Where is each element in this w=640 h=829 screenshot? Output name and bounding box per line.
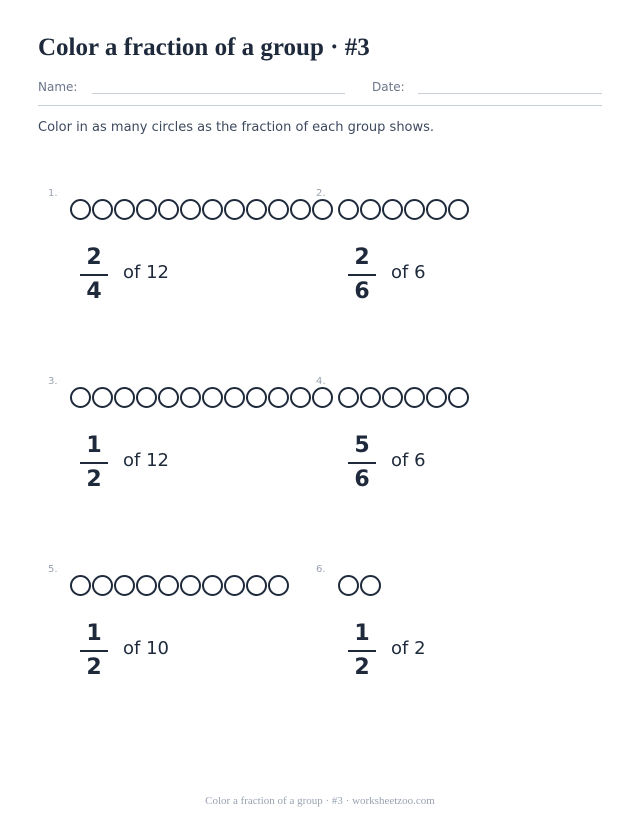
circle-group xyxy=(338,575,381,596)
circle[interactable] xyxy=(70,387,91,408)
fraction xyxy=(80,432,108,494)
circle-group xyxy=(70,575,289,596)
date-field[interactable] xyxy=(418,93,602,94)
circle[interactable] xyxy=(426,199,447,220)
circle[interactable] xyxy=(92,387,113,408)
problem-number: 2. xyxy=(316,188,326,199)
circle[interactable] xyxy=(360,575,381,596)
circle[interactable] xyxy=(114,575,135,596)
circle[interactable] xyxy=(338,575,359,596)
fraction xyxy=(80,620,108,682)
circle[interactable] xyxy=(268,387,289,408)
fraction xyxy=(348,244,376,306)
problem-number: 1. xyxy=(48,188,58,199)
circle[interactable] xyxy=(360,387,381,408)
circle[interactable] xyxy=(202,199,223,220)
problem-number: 6. xyxy=(316,564,326,575)
circle[interactable] xyxy=(224,199,245,220)
circle-group xyxy=(338,387,469,408)
of-group-text: of 10 xyxy=(123,638,169,659)
circle-group xyxy=(70,387,333,408)
circle[interactable] xyxy=(290,387,311,408)
header-divider xyxy=(38,105,602,106)
problem-2 xyxy=(316,188,586,338)
problem-1 xyxy=(48,188,318,338)
fraction-bar xyxy=(348,650,376,652)
circle[interactable] xyxy=(136,387,157,408)
circle[interactable] xyxy=(268,199,289,220)
circle[interactable] xyxy=(158,575,179,596)
circle[interactable] xyxy=(338,387,359,408)
circle[interactable] xyxy=(70,199,91,220)
circle[interactable] xyxy=(158,199,179,220)
fraction-denominator: 6 xyxy=(354,279,370,304)
circle[interactable] xyxy=(360,199,381,220)
fraction-denominator: 2 xyxy=(86,467,102,492)
fraction-bar xyxy=(80,274,108,276)
of-group-text: of 6 xyxy=(391,262,426,283)
page-footer: Color a fraction of a group · #3 · worksheetzoo.com xyxy=(205,795,435,807)
instructions-text: Color in as many circles as the fraction of each group shows. xyxy=(38,120,435,135)
problem-4 xyxy=(316,376,586,526)
problem-number: 5. xyxy=(48,564,58,575)
circle[interactable] xyxy=(290,199,311,220)
circle[interactable] xyxy=(268,575,289,596)
fraction xyxy=(348,620,376,682)
fraction-denominator: 6 xyxy=(354,467,370,492)
of-group-text: of 2 xyxy=(391,638,426,659)
circle[interactable] xyxy=(92,199,113,220)
circle[interactable] xyxy=(246,575,267,596)
problem-5 xyxy=(48,564,318,714)
circle[interactable] xyxy=(180,575,201,596)
name-field[interactable] xyxy=(92,93,345,94)
date-label: Date: xyxy=(372,80,405,94)
circle[interactable] xyxy=(224,387,245,408)
of-group-text: of 6 xyxy=(391,450,426,471)
fraction-bar xyxy=(348,274,376,276)
fraction-denominator: 4 xyxy=(86,279,102,304)
circle[interactable] xyxy=(448,199,469,220)
circle[interactable] xyxy=(136,199,157,220)
circle[interactable] xyxy=(382,387,403,408)
circle[interactable] xyxy=(92,575,113,596)
fraction-bar xyxy=(80,462,108,464)
circle[interactable] xyxy=(70,575,91,596)
problem-6 xyxy=(316,564,586,714)
circle[interactable] xyxy=(158,387,179,408)
circle[interactable] xyxy=(114,199,135,220)
circle[interactable] xyxy=(114,387,135,408)
circle-group xyxy=(70,199,333,220)
circle-group xyxy=(338,199,469,220)
fraction-denominator: 2 xyxy=(354,655,370,680)
fraction-numerator: 2 xyxy=(354,245,370,270)
name-label: Name: xyxy=(38,80,78,94)
fraction-numerator: 1 xyxy=(86,433,102,458)
fraction-bar xyxy=(80,650,108,652)
fraction-numerator: 1 xyxy=(86,621,102,646)
fraction-numerator: 2 xyxy=(86,245,102,270)
circle[interactable] xyxy=(246,387,267,408)
problem-number: 4. xyxy=(316,376,326,387)
fraction xyxy=(80,244,108,306)
of-group-text: of 12 xyxy=(123,262,169,283)
circle[interactable] xyxy=(246,199,267,220)
problem-number: 3. xyxy=(48,376,58,387)
fraction-numerator: 5 xyxy=(354,433,370,458)
fraction-denominator: 2 xyxy=(86,655,102,680)
problem-3 xyxy=(48,376,318,526)
circle[interactable] xyxy=(404,387,425,408)
page-title: Color a fraction of a group · #3 xyxy=(38,34,370,61)
fraction-numerator: 1 xyxy=(354,621,370,646)
circle[interactable] xyxy=(224,575,245,596)
circle[interactable] xyxy=(202,387,223,408)
fraction xyxy=(348,432,376,494)
circle[interactable] xyxy=(202,575,223,596)
circle[interactable] xyxy=(180,199,201,220)
of-group-text: of 12 xyxy=(123,450,169,471)
circle[interactable] xyxy=(382,199,403,220)
circle[interactable] xyxy=(448,387,469,408)
circle[interactable] xyxy=(426,387,447,408)
circle[interactable] xyxy=(338,199,359,220)
circle[interactable] xyxy=(136,575,157,596)
fraction-bar xyxy=(348,462,376,464)
circle[interactable] xyxy=(404,199,425,220)
circle[interactable] xyxy=(180,387,201,408)
